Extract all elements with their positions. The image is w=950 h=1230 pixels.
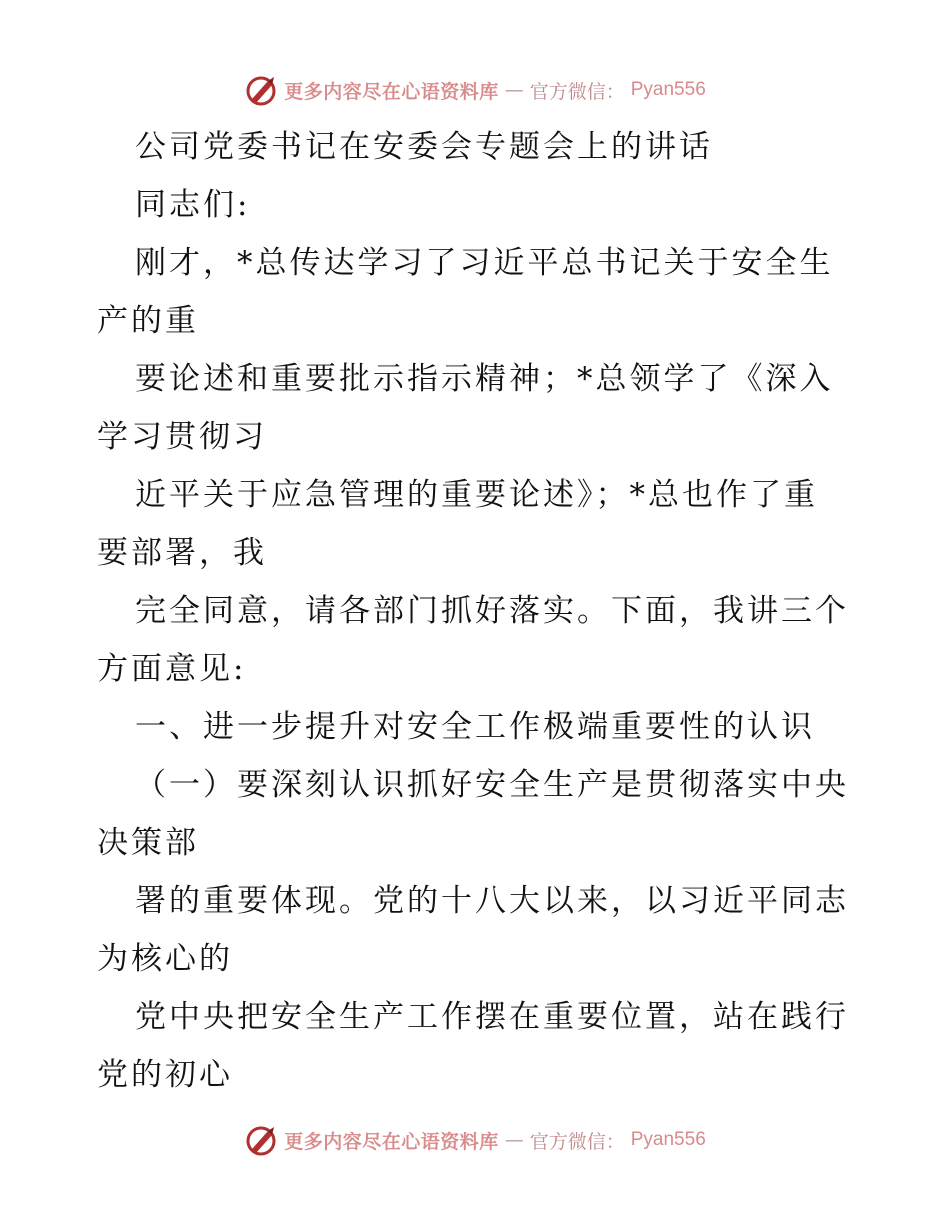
watermark-banner-content bbox=[244, 73, 706, 107]
pen-logo-icon bbox=[244, 73, 278, 107]
text-line: 决策部 bbox=[97, 825, 199, 861]
text-line: 党的初心 bbox=[97, 1057, 233, 1093]
text-line: 学习贯彻习 bbox=[97, 419, 267, 455]
watermark-banner-top bbox=[0, 70, 950, 110]
watermark-wechat-id: Pyan556 bbox=[630, 1129, 706, 1150]
watermark-main-text: 更多内容尽在心语资料库 bbox=[284, 80, 499, 103]
text-line: 完全同意，请各部门抓好落实。下面，我讲三个 bbox=[135, 593, 849, 629]
document-title: 公司党委书记在安委会专题会上的讲话 bbox=[135, 129, 713, 165]
text-line: 要部署，我 bbox=[97, 535, 267, 571]
watermark-wechat-id: Pyan556 bbox=[630, 79, 706, 100]
watermark-separator: — bbox=[504, 79, 524, 101]
watermark-wechat-label: 官方微信： bbox=[529, 1130, 625, 1153]
watermark-banner-bottom bbox=[0, 1120, 950, 1160]
text-line: 刚才，*总传达学习了习近平总书记关于安全生 bbox=[135, 245, 834, 281]
watermark-banner-content bbox=[244, 1123, 706, 1157]
text-line: 方面意见: bbox=[97, 651, 247, 687]
watermark-wechat-label: 官方微信： bbox=[529, 80, 625, 103]
watermark-separator: — bbox=[504, 1129, 524, 1151]
text-line: 署的重要体现。党的十八大以来，以习近平同志 bbox=[135, 883, 849, 919]
document-body bbox=[97, 118, 867, 1104]
text-line: 为核心的 bbox=[97, 941, 233, 977]
text-line: 产的重 bbox=[97, 303, 199, 339]
pen-logo-icon bbox=[244, 1123, 278, 1157]
text-line: 党中央把安全生产工作摆在重要位置，站在践行 bbox=[135, 999, 849, 1035]
text-line: 同志们: bbox=[135, 187, 251, 223]
watermark-main-text: 更多内容尽在心语资料库 bbox=[284, 1130, 499, 1153]
text-line: 近平关于应急管理的重要论述》；*总也作了重 bbox=[135, 477, 818, 513]
text-line: 一、进一步提升对安全工作极端重要性的认识 bbox=[135, 709, 815, 745]
text-line: （一）要深刻认识抓好安全生产是贯彻落实中央 bbox=[135, 767, 849, 803]
text-line: 要论述和重要批示指示精神；*总领学了《深入 bbox=[135, 361, 834, 397]
